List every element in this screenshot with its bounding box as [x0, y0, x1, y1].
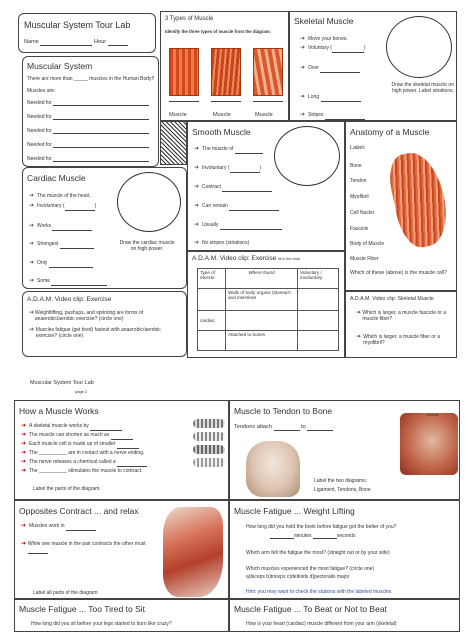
skeletal-item-1: ➜ Move your bones. — [300, 36, 348, 42]
skeletal-draw-circle — [386, 16, 452, 78]
cardiac-item-3: ➜ Works — [29, 223, 92, 231]
smooth-heading: Smooth Muscle — [192, 127, 251, 137]
anatomy-part-fascicle: Fascicle — [350, 226, 369, 232]
cardiac-item-2: ➜ Involuntary ( ) — [29, 203, 97, 209]
video-skeletal-box — [345, 291, 457, 358]
video-table-box — [187, 251, 345, 358]
smooth-item-3: ➜ Contract — [194, 184, 272, 192]
cardiac-heading: Cardiac Muscle — [27, 173, 86, 183]
muscular-system-box — [22, 56, 159, 167]
skeletal-item-3: ➜ Over — [300, 65, 360, 73]
video-skeletal-q1: ➜ Which is larger, a muscle fascicle or a muscle fiber? — [356, 310, 447, 323]
how-works-item-4: ➜ The __________ are in contact with a nerve ending. — [21, 450, 145, 456]
type-label-1: Muscle — [169, 112, 187, 118]
fatigue-sit-box — [14, 599, 229, 632]
fatigue-beat-box — [229, 599, 460, 632]
table-cell — [198, 331, 226, 351]
cardiac-side-note: Draw the cardiac muscle on high power. — [119, 240, 175, 253]
table-header: Voluntary / Involuntary — [298, 269, 339, 289]
tendon-caption-1: Label the two diagrams: — [314, 478, 368, 484]
video-exercise-box — [22, 291, 187, 357]
fatigue-time-line: minutes seconds — [270, 533, 356, 539]
video-exercise-heading: A.D.A.M. Video clip: Exercise — [27, 296, 112, 303]
cardiac-item-4: ➜ Strongest — [29, 241, 94, 249]
how-works-item-1: ➜ A skeletal muscle works by — [21, 423, 122, 431]
needed-for-4: Needed for — [27, 142, 149, 148]
table-cell: Walls of body organs (stomach and intestines — [226, 289, 298, 311]
smooth-item-4: ➜ Can remain — [194, 203, 279, 211]
video-skeletal-heading: A.D.A.M. Video clip: Skeletal Muscle — [350, 296, 434, 302]
fatigue-weight-q3: Which muscles experienced the most fatigue? (circle one) — [246, 566, 375, 572]
types-box — [160, 11, 289, 121]
title-box — [18, 13, 156, 53]
tendon-sentence: Tendons attach to . — [234, 424, 335, 430]
fiber-diagram-image — [193, 419, 225, 481]
smooth-box — [187, 121, 345, 251]
cardiac-item-6: ➜ Some — [29, 278, 107, 286]
opposites-footer: Label all parts of the diagram — [33, 590, 98, 596]
cardiac-draw-circle — [117, 172, 181, 232]
type-label-2: Muscle — [213, 112, 231, 118]
fatigue-weight-heading: Muscle Fatigue ... Weight Lifting — [234, 506, 355, 516]
fatigue-sit-question: How long did you sit before your legs started to burn like crazy? — [31, 621, 172, 627]
anatomy-part-nuclei: Cell Nuclei — [350, 210, 374, 216]
fatigue-weight-box — [229, 500, 460, 599]
anatomy-question: Which of these (above) is the muscle cell? — [350, 270, 448, 276]
how-works-item-6: ➜ The __________ stimulates the muscle to contract. — [21, 468, 143, 474]
cardiac-box — [22, 167, 187, 289]
clavicle-label: Clavicle — [426, 413, 439, 417]
opposites-item-1: ➜ Muscles work in — [21, 523, 96, 531]
needed-for-3: Needed for — [27, 128, 149, 134]
tendon-heading: Muscle to Tendon to Bone — [234, 406, 333, 416]
needed-for-1: Needed for — [27, 100, 149, 106]
muscle-anatomy-image — [385, 148, 454, 251]
page2-subtitle: page 2 — [75, 389, 88, 394]
opposites-box — [14, 500, 229, 599]
cardiac-item-5: ➜ Only — [29, 260, 93, 268]
shoulder-tendon-image — [400, 413, 458, 475]
anatomy-part-tendon: Tendon — [350, 178, 367, 184]
smooth-item-1: ➜ The muscle of — [194, 146, 263, 154]
cardiac-item-1: ➜ The muscle of the heart. — [29, 193, 91, 199]
video-exercise-q1: ➜ Weightlifting, pushups, and sprinting are forms of anaerobic/aerobic exercise? (circle one) — [29, 310, 144, 323]
fatigue-sit-heading: Muscle Fatigue ... Too Tired to Sit — [19, 604, 145, 614]
how-works-footer: Label the parts of the diagram. — [33, 486, 101, 492]
needed-for-5: Needed for — [27, 156, 149, 162]
smooth-draw-circle — [274, 126, 340, 186]
table-header: Type of Muscle — [198, 269, 226, 289]
table-cell — [198, 289, 226, 311]
opposites-item-2: ➜ While one muscle in the pair contracts the other must — [21, 541, 147, 554]
cardiac-muscle-image — [211, 48, 241, 96]
types-instruction: Identify the three types of muscle from the diagram: — [165, 29, 272, 34]
fatigue-weight-hint: Hint: you may want to check the stations with the labeled muscles — [246, 589, 392, 595]
anatomy-part-fiber: Muscle Fiber — [350, 256, 379, 262]
fatigue-beat-heading: Muscle Fatigue ... To Beat or Not to Beat — [234, 604, 387, 614]
page-title: Muscular System Tour Lab — [24, 20, 131, 30]
muscles-are-label: Muscles are: — [27, 88, 56, 94]
anatomy-part-body: Body of Muscle — [350, 241, 385, 247]
fatigue-weight-q1: How long did you hold the book before fatigue got the better of you? — [246, 524, 397, 530]
muscular-system-heading: Muscular System — [27, 61, 93, 71]
how-works-heading: How a Muscle Works — [19, 406, 99, 416]
skeletal-item-4: ➜ Long — [300, 94, 361, 102]
tendon-caption-2: Ligament, Tendons, Bone — [314, 487, 371, 493]
muscle-type-table — [197, 268, 339, 351]
smooth-item-6: ➜ No stripes (striations) — [194, 240, 250, 246]
name-line: Name Hour — [24, 39, 128, 46]
smooth-item-5: ➜ Usually — [194, 222, 282, 230]
arm-muscles-image — [163, 507, 223, 597]
table-cell — [226, 311, 298, 331]
video-table-heading: A.D.A.M. Video clip: Exercise — [192, 255, 277, 262]
table-cell — [298, 311, 339, 331]
fatigue-weight-options: a)biceps b)triceps c)deltoids d)pectoralis major — [246, 574, 350, 580]
skeletal-heading: Skeletal Muscle — [294, 16, 354, 26]
anatomy-heading: Anatomy of a Muscle — [350, 127, 430, 137]
smooth-item-2: ➜ Involuntary ( ) — [194, 165, 262, 171]
video-table-note: fill in the chart — [277, 257, 301, 261]
video-exercise-q2: ➜ Muscles fatigue (get tired) fastest with anaerobic/aerobic exercise? (circle one) — [29, 327, 161, 340]
skeletal-item-5: ➜ Stripes — [300, 112, 365, 120]
how-works-item-5: ➜ The nerve releases a chemical called a — [21, 459, 147, 467]
anatomy-box — [345, 121, 457, 291]
video-skeletal-q2: ➜ Which is larger, a muscle fiber or a myofibril? — [356, 334, 440, 347]
opposites-heading: Opposites Contract ... and relax — [19, 506, 139, 516]
anatomy-label: Label: — [350, 145, 366, 151]
page2-title: Muscular System Tour Lab — [30, 380, 94, 386]
type-label-3: Muscle — [255, 112, 273, 118]
fatigue-beat-question: How is your heart (cardiac) muscle different from your arm (skeletal) — [246, 621, 397, 627]
how-works-item-2: ➜ The muscle can shorten as much as — [21, 432, 133, 440]
skeletal-item-2: ➜ Voluntary ( ) — [300, 45, 366, 51]
table-cell — [298, 331, 339, 351]
table-cell: cardiac — [198, 311, 226, 331]
how-works-box — [14, 400, 229, 500]
tendon-box — [229, 400, 460, 500]
table-cell: Attached to bones — [226, 331, 298, 351]
smooth-muscle-image — [253, 48, 283, 96]
muscle-count-question: There are more than _____ muscles in the Human Body!! — [27, 76, 155, 82]
table-cell — [298, 289, 339, 311]
hatched-spacer — [160, 121, 187, 165]
skeletal-box — [289, 11, 457, 121]
needed-for-2: Needed for — [27, 114, 149, 120]
anatomy-part-myofibril: Myofibril — [350, 194, 369, 200]
foot-tendon-image — [246, 441, 300, 497]
table-header: Where found — [226, 269, 298, 289]
skeletal-muscle-image — [169, 48, 199, 96]
types-heading: 3 Types of Muscle — [165, 16, 214, 22]
skeletal-side-note: Draw the skeletal muscle on high power. Label striations. — [391, 82, 454, 95]
how-works-item-3: ➜ Each muscle cell is made up of smaller — [21, 441, 139, 449]
fatigue-weight-q2: Which arm felt the fatigue the most? (straight out or by your side) — [246, 550, 390, 556]
anatomy-part-bone: Bone — [350, 163, 362, 169]
